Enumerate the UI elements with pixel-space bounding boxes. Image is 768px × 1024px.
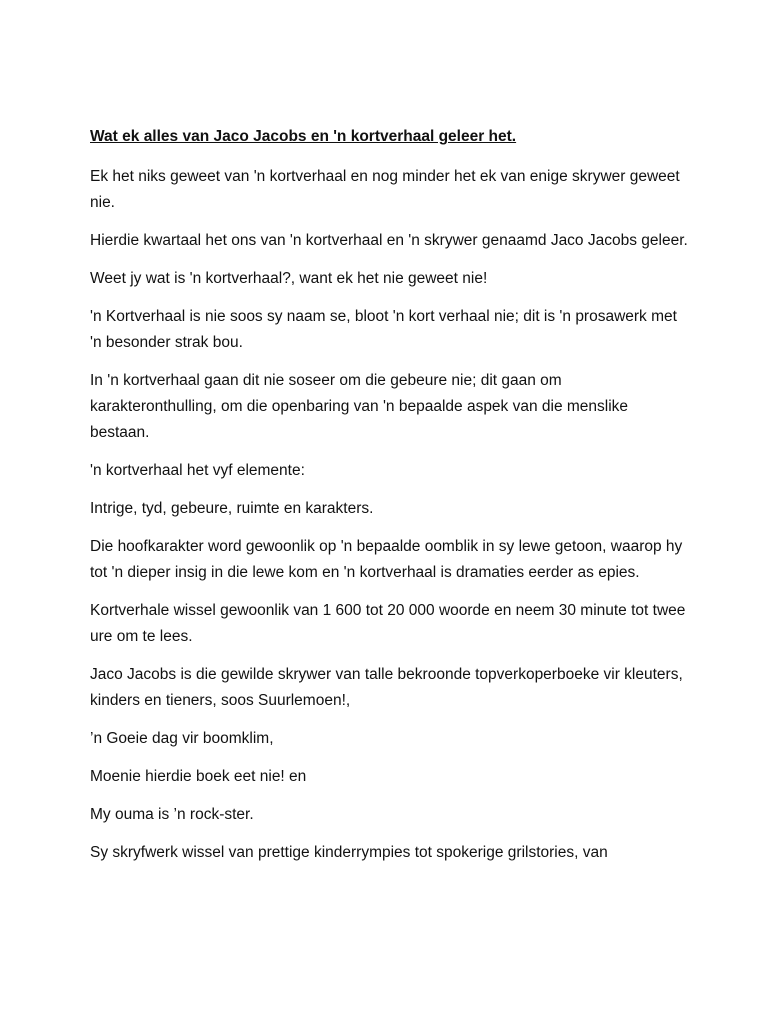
paragraph: 'n Kortverhaal is nie soos sy naam se, bloot 'n kort verhaal nie; dit is 'n prosawerk met 'n besonder strak bou. — [90, 308, 677, 351]
document-title: Wat ek alles van Jaco Jacobs en 'n kortverhaal geleer het. — [90, 128, 517, 145]
document-body — [90, 124, 690, 878]
paragraph: My ouma is ’n rock-ster. — [90, 806, 254, 823]
paragraph: Hierdie kwartaal het ons van 'n kortverhaal en 'n skrywer genaamd Jaco Jacobs geleer. — [90, 232, 688, 249]
paragraph: Sy skryfwerk wissel van prettige kinderrympies tot spokerige grilstories, van — [90, 844, 608, 861]
paragraph: Ek het niks geweet van 'n kortverhaal en nog minder het ek van enige skrywer geweet nie. — [90, 168, 680, 211]
paragraph: ’n Goeie dag vir boomklim, — [90, 730, 274, 747]
paragraph: Moenie hierdie boek eet nie! en — [90, 768, 307, 785]
paragraph: In 'n kortverhaal gaan dit nie soseer om die gebeure nie; dit gaan om karakteronthulling, om die openbaring van 'n bepaalde aspek van die menslike bestaan. — [90, 372, 629, 441]
paragraph: Die hoofkarakter word gewoonlik op 'n bepaalde oomblik in sy lewe getoon, waarop hy tot 'n dieper insig in die lewe kom en 'n kortverhaal is dramaties eerder as epies. — [90, 538, 683, 581]
paragraph: 'n kortverhaal het vyf elemente: — [90, 462, 305, 479]
paragraph: Jaco Jacobs is die gewilde skrywer van talle bekroonde topverkoperboeke vir kleuters, kinders en tieners, soos Suurlemoen!, — [90, 666, 683, 709]
paragraph: Weet jy wat is 'n kortverhaal?, want ek het nie geweet nie! — [90, 270, 488, 287]
paragraph: Intrige, tyd, gebeure, ruimte en karakters. — [90, 500, 374, 517]
paragraph: Kortverhale wissel gewoonlik van 1 600 tot 20 000 woorde en neem 30 minute tot twee ure om te lees. — [90, 602, 686, 645]
